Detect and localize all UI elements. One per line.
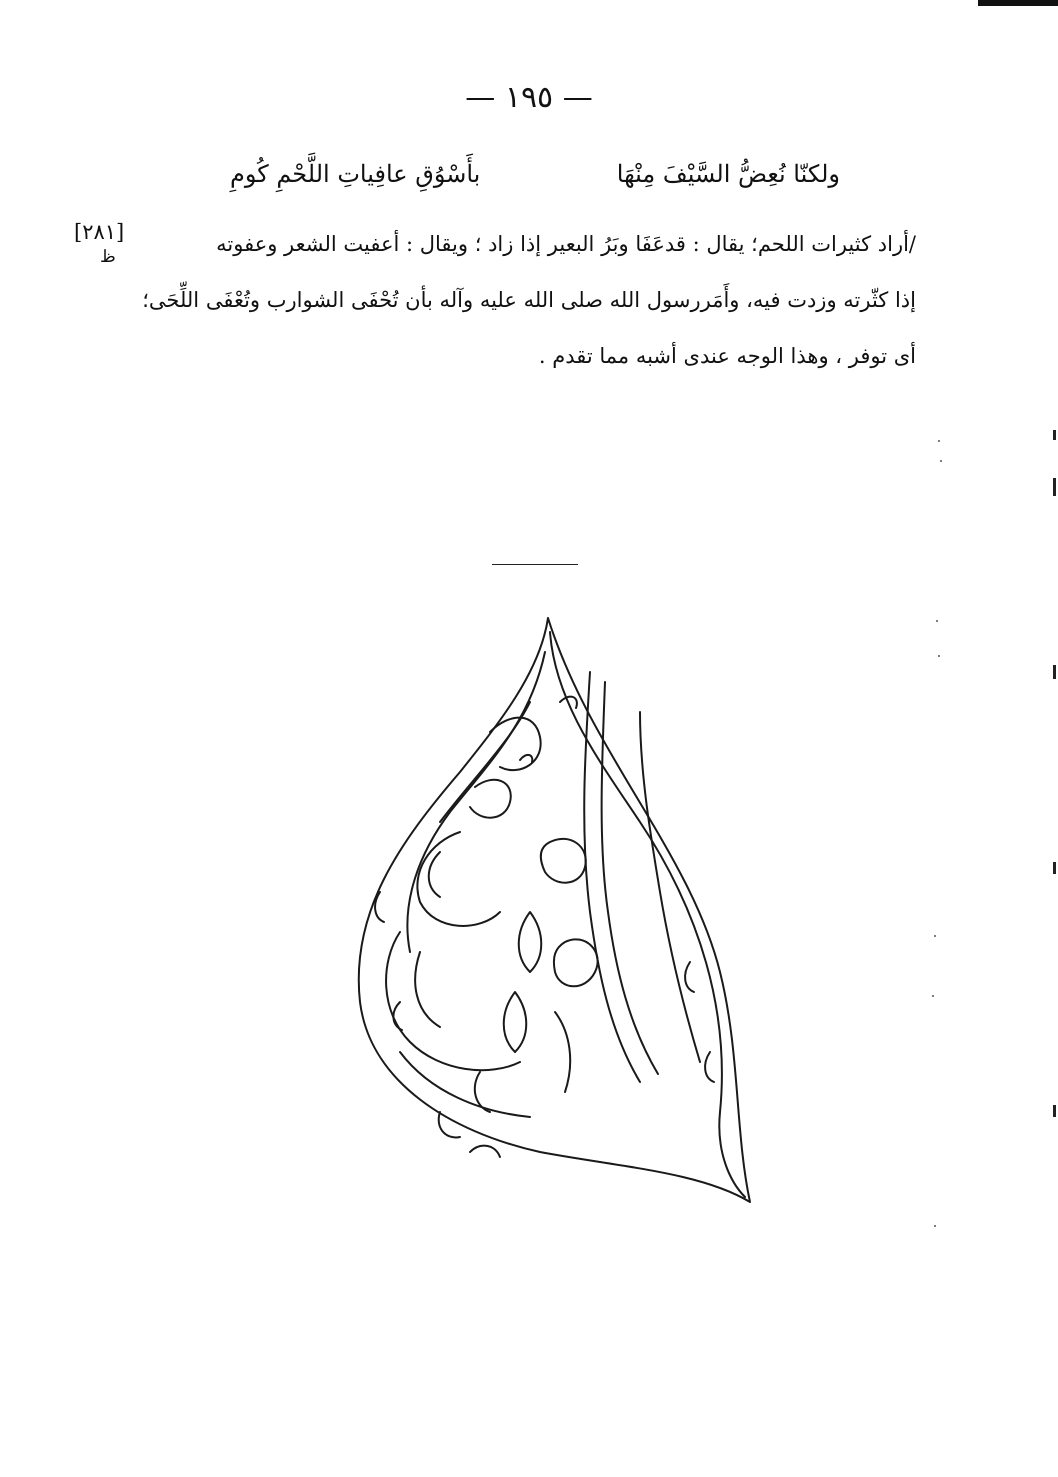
page-number: — ١٩٥ —	[465, 80, 593, 115]
scan-edge-mark	[1053, 1105, 1056, 1117]
scan-edge-mark	[1053, 665, 1056, 679]
folio-marker: [٢٨١]	[74, 220, 125, 244]
calligraphy-emblem-image	[340, 612, 780, 1212]
scan-corner-mark	[978, 0, 1058, 6]
scan-speck	[934, 935, 936, 937]
scan-speck	[938, 440, 940, 442]
scan-speck	[940, 460, 942, 462]
commentary-line: أى توفر ، وهذا الوجه عندى أشبه مما تقدم .	[538, 344, 916, 368]
verse-hemistich-right: ولكنّا نُعِضُّ السَّيْفَ مِنْهَا	[616, 160, 840, 188]
commentary-line: إذا كثّرته وزدت فيه، وأَمَررسول الله صلى الله عليه وآله بأن تُحْفَى الشوارب وتُعْفَى اللِّحَى؛	[142, 288, 916, 312]
section-divider	[492, 564, 578, 565]
verse-hemistich-left: بأَسْوُقِ عافِياتِ اللَّحْمِ كُومِ	[230, 160, 481, 188]
scan-speck	[934, 1225, 936, 1227]
scan-edge-mark	[1053, 862, 1056, 874]
folio-side-marker: ظ	[100, 247, 116, 267]
scan-speck	[938, 655, 940, 657]
poetry-verse	[230, 160, 840, 204]
scan-edge-mark	[1053, 478, 1056, 496]
commentary-paragraph	[56, 216, 916, 384]
commentary-line: /أراد كثيرات اللحم؛ يقال : قدعَفَا وبَرُ البعير إذا زاد ؛ ويقال : أعفيت الشعر وعفوته	[216, 232, 916, 256]
scan-speck	[932, 995, 934, 997]
scan-speck	[936, 620, 938, 622]
scan-edge-mark	[1053, 430, 1056, 440]
